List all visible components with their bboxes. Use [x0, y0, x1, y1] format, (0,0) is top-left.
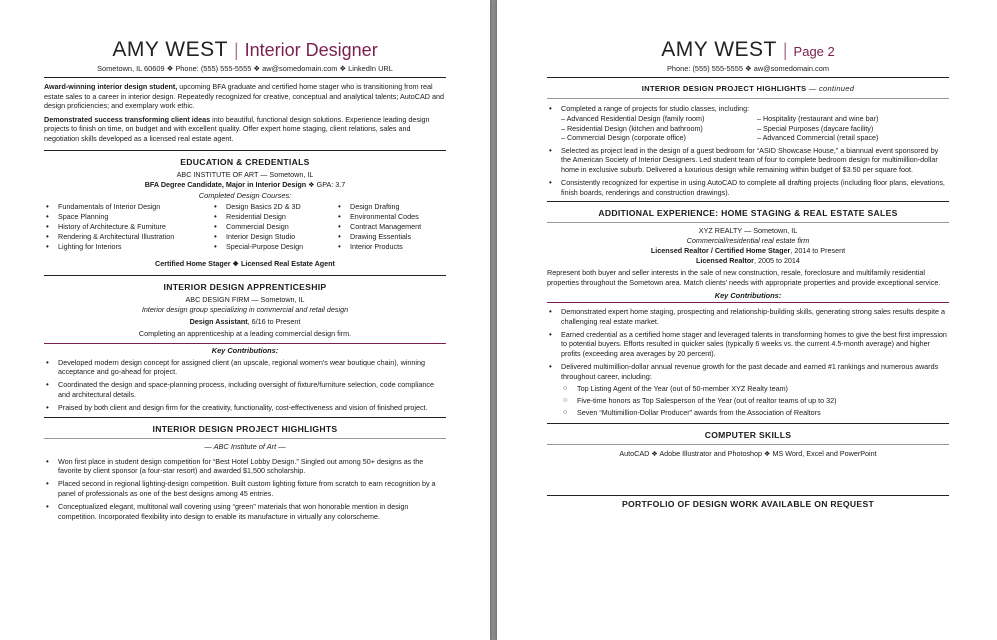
studio-projects-column-2 [757, 114, 878, 142]
role-line-2 [547, 256, 949, 266]
course-item: • Design Drafting [336, 202, 446, 212]
projects-divider [44, 417, 446, 418]
projects-subdivider-2 [547, 98, 949, 99]
courses-column-2 [212, 202, 336, 253]
portfolio-divider [547, 495, 949, 496]
course-item: • Residential Design [212, 212, 336, 222]
role-1-dates: , 2014 to Present [790, 246, 846, 256]
list-item: • Selected as project lead in the design of a guest bedroom for “ASID Showcase House,” a biannual event sponsored by the American Society of Interior Designers. Led student team of four to complete bedroom design for multimillion-dollar home in exclusive suburb. Delivered a luxurious design while remaining within budget of $3.50 per square foot. [547, 146, 949, 174]
portfolio-note: PORTFOLIO OF DESIGN WORK AVAILABLE ON REQUEST [621, 499, 875, 510]
contact-line-2: Phone: (555) 555-5555 ❖ aw@somedomain.com [666, 64, 830, 73]
projects-bullets [44, 457, 446, 521]
resume-page-1 [0, 0, 490, 640]
candidate-title: Interior Designer [244, 40, 378, 60]
course-item: • Design Basics 2D & 3D [212, 202, 336, 212]
studio-projects-intro: Completed a range of projects for studio classes, including: [561, 104, 750, 113]
list-item: • Won first place in student design competition for “Best Hotel Lobby Design.” Singled out among 50+ designs as the favorite by client sponsor (a four-star resort) and awarded $1,500 scholarship. [44, 457, 446, 476]
course-item: • Fundamentals of Interior Design [44, 202, 212, 212]
summary-paragraph-2 [44, 115, 446, 144]
projects-subdivider [44, 438, 446, 439]
degree-line [44, 180, 446, 190]
studio-project: – Advanced Residential Design (family room) [561, 114, 705, 124]
degree-text: BFA Degree Candidate, Major in Interior Design [144, 179, 307, 189]
candidate-name: AMY WEST [112, 38, 228, 61]
course-item: • Space Planning [44, 212, 212, 222]
course-item: • Interior Design Studio [212, 232, 336, 242]
studio-project: – Commercial Design (corporate office) [561, 132, 686, 142]
studio-project: – Hospitality (restaurant and wine bar) [757, 114, 879, 124]
title-separator-2: | [782, 40, 788, 60]
projects-heading: INTERIOR DESIGN PROJECT HIGHLIGHTS [152, 423, 338, 434]
list-item: • Coordinated the design and space-planning process, including oversight of fixture/furniture selection, code compliance and architectural details. [44, 380, 446, 399]
realty-summary: Represent both buyer and seller interests in the sale of new construction, resale, foreclosure and multifamily residential properties throughout the Sometown area. Match clients' needs with appropriate properties and provide exceptional service. [547, 268, 941, 287]
page-number-label: Page 2 [793, 44, 835, 59]
course-item: • Drawing Essentials [336, 232, 446, 242]
projects-institution: — ABC Institute of Art — [204, 441, 286, 451]
role-2-title: Licensed Realtor [696, 256, 754, 266]
header-divider [44, 77, 446, 78]
continued-label: — continued [808, 84, 855, 93]
studio-projects-columns [561, 114, 949, 142]
company-line: XYZ REALTY — Sometown, IL [698, 226, 798, 236]
award-item: ○ Top Listing Agent of the Year (out of 50-member XYZ Realty team) [561, 383, 949, 395]
studio-projects-column-1 [561, 114, 757, 142]
key-contributions-label: Key Contributions: [211, 345, 279, 355]
title-separator: | [233, 40, 239, 60]
projects-continued-heading [547, 84, 949, 93]
list-item: • Praised by both client and design firm for the creativity, functionality, cost-effectiveness and vision of finished project. [44, 403, 446, 412]
apprenticeship-heading: INTERIOR DESIGN APPRENTICESHIP [163, 281, 327, 292]
contact-line: Sometown, IL 60609 ❖ Phone: (555) 555-5555 ❖ aw@somedomain.com ❖ LinkedIn URL [97, 64, 393, 73]
additional-divider [547, 201, 949, 202]
additional-subdivider [547, 222, 949, 223]
apprenticeship-summary: Completing an apprenticeship at a leading commercial design firm. [138, 328, 352, 338]
list-item [547, 362, 949, 419]
key-contributions-divider [44, 343, 446, 344]
header-name-row [44, 38, 446, 62]
list-item: • Developed modern design concept for assigned client (an upscale, regional women's wear boutique chain), winning acceptance and go-ahead for project. [44, 358, 446, 377]
skills-subdivider [547, 444, 949, 445]
summary-2-lead: Demonstrated success transforming client ideas [44, 114, 211, 124]
course-item: • Special-Purpose Design [212, 242, 336, 252]
award-item: ○ Five-time honors as Top Salesperson of the Year (out of realtor teams of up to 32) [561, 395, 949, 407]
skills-divider [547, 423, 949, 424]
education-heading: EDUCATION & CREDENTIALS [180, 156, 310, 167]
summary-1-lead: Award-winning interior design student, [44, 82, 178, 91]
course-item: • Rendering & Architectural Illustration [44, 232, 212, 242]
courses-column-3 [336, 202, 446, 253]
studio-project: – Advanced Commercial (retail space) [757, 132, 879, 142]
summary-paragraph-1 [44, 82, 446, 111]
firm-line: ABC DESIGN FIRM — Sometown, IL [185, 294, 305, 304]
skills-heading: COMPUTER SKILLS [704, 430, 792, 441]
certifications-line: Certified Home Stager ❖ Licensed Real Estate Agent [155, 258, 335, 268]
award-item: ○ Seven “Multimillion-Dollar Producer” awards from the Association of Realtors [561, 407, 949, 419]
apprenticeship-divider [44, 275, 446, 276]
list-item: • Conceptualized elegant, multitonal wall covering using “green” materials that won honorable mention in design competition. Incorporated flexibility into design to enable its manufacture in virtually any colorscheme. [44, 502, 446, 521]
gpa-text: ❖ GPA: 3.7 [306, 179, 346, 189]
studio-project: – Residential Design (kitchen and bathroom) [561, 123, 703, 133]
courses-column-1 [44, 202, 212, 253]
awards-intro: Delivered multimillion-dollar annual revenue growth for the past decade and earned #1 rankings and numerous awards throughout career, including: [561, 362, 939, 381]
resume-page-2 [497, 0, 997, 640]
awards-list [561, 383, 949, 419]
header-divider-2 [547, 77, 949, 78]
projects-heading-2: INTERIOR DESIGN PROJECT HIGHLIGHTS [641, 84, 807, 93]
realty-bullets [547, 307, 949, 419]
apprenticeship-bullets [44, 358, 446, 413]
projects-bullets-2 [547, 104, 949, 197]
course-item: • Lighting for Interiors [44, 242, 212, 252]
courses-columns [44, 202, 446, 253]
candidate-name-2: AMY WEST [661, 38, 777, 61]
school-line: ABC INSTITUTE OF ART — Sometown, IL [176, 169, 314, 179]
studio-project: – Special Purposes (daycare facility) [757, 123, 874, 133]
firm-description: Interior design group specializing in commercial and retail design [141, 304, 349, 314]
list-item [547, 104, 949, 142]
list-item: • Placed second in regional lighting-design competition. Built custom lighting fixture from scratch to earn recognition by a panel of professionals as one of the best designs among 45 entries. [44, 479, 446, 498]
key-contributions-label-2: Key Contributions: [714, 291, 782, 301]
list-item: • Consistently recognized for expertise in using AutoCAD to complete all drafting projects (including floor plans, elevations, finish boards, renderings and construction drawings). [547, 178, 949, 197]
role-title: Design Assistant [189, 316, 248, 326]
list-item: • Earned credential as a certified home stager and leveraged talents in transforming homes to give the best first impression to potential buyers. Efforts resulted in quicker sales (typically 6 weeks vs. the current 4.5-month average) and higher profits (exceeding area averages by 20 percent). [547, 330, 949, 358]
list-item: • Demonstrated expert home staging, prospecting and relationship-building skills, generating strong sales results despite a challenging real estate market. [547, 307, 949, 326]
education-divider [44, 150, 446, 151]
skills-line: AutoCAD ❖ Adobe Illustrator and Photoshop ❖ MS Word, Excel and PowerPoint [619, 449, 877, 459]
course-item: • Commercial Design [212, 222, 336, 232]
page-1-content [44, 0, 446, 525]
course-item: • History of Architecture & Furniture [44, 222, 212, 232]
role-dates: , 6/16 to Present [247, 316, 301, 326]
course-item: • Contract Management [336, 222, 446, 232]
page-2-content [547, 0, 949, 509]
course-item: • Interior Products [336, 242, 446, 252]
summary-1-text: upcoming BFA graduate and certified home stager who is transitioning from real estate sales to a career in interior design. Repeatedly recognized for creative, conceptual and analytical talents; AutoCAD and design proficiencies; and exemplary work ethic. [44, 82, 444, 111]
role-line-1 [547, 246, 949, 256]
role-2-dates: , 2005 to 2014 [753, 256, 800, 266]
role-line [44, 317, 446, 327]
courses-label: Completed Design Courses: [198, 190, 292, 200]
summary-2-text: into beautiful, functional design solutions. Experience leading design projects to finish on time, on budget and with excellent quality. Offer expert home staging, client relations, sales and negotiation skills developed as a licensed real estate agent. [44, 114, 430, 143]
role-1-title: Licensed Realtor / Certified Home Stager [650, 246, 791, 256]
header-name-row-2 [547, 38, 949, 62]
key-contributions-divider-2 [547, 302, 949, 303]
company-description: Commercial/residential real estate firm [686, 236, 810, 246]
additional-heading: ADDITIONAL EXPERIENCE: HOME STAGING & REAL ESTATE SALES [598, 208, 898, 219]
course-item: • Environmental Codes [336, 212, 446, 222]
